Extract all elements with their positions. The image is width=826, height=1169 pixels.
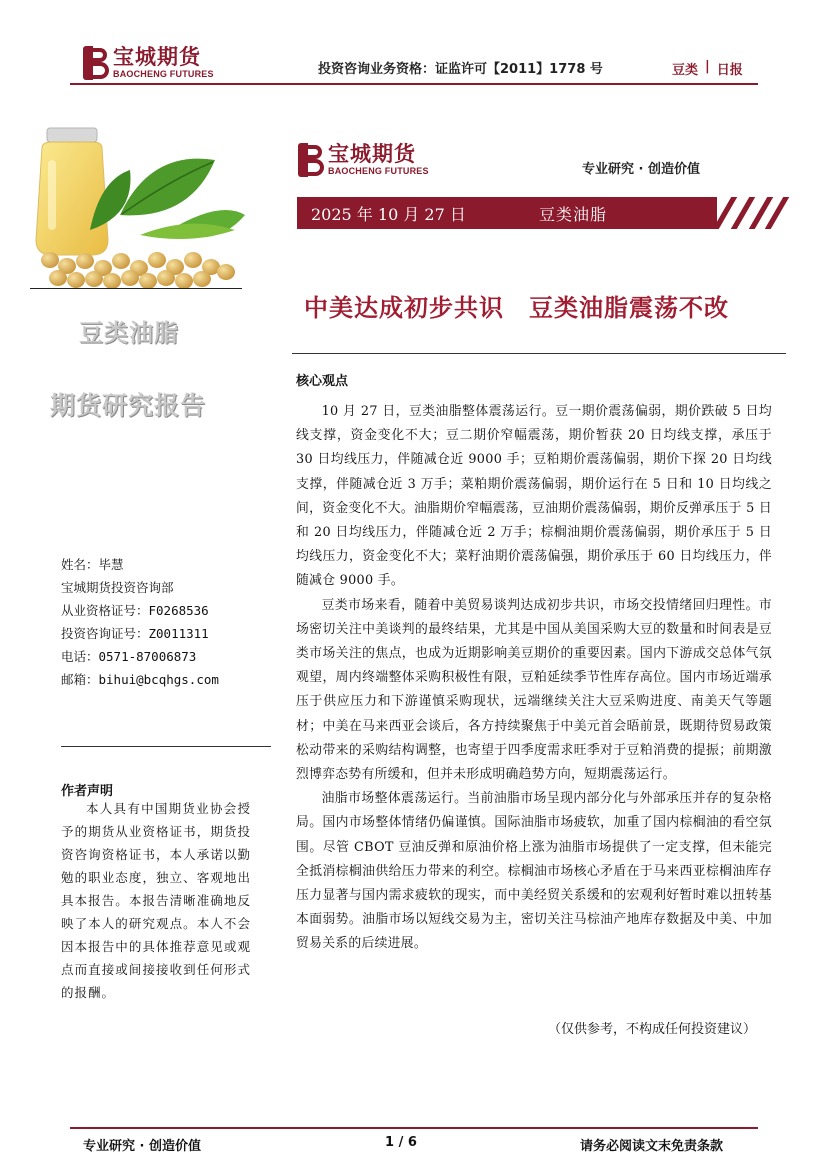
author-dept: 宝城期货投资咨询部 (61, 580, 174, 595)
author-name: 姓名：毕慧 (61, 557, 124, 572)
header-rule (70, 83, 758, 85)
author-cert-practice: 从业资格证号：F0268536 (61, 603, 209, 618)
paragraph-soybean-market: 豆类市场来看，随着中美贸易谈判达成初步共识，市场交投情绪回归理性。市场密切关注中美谈判的最终结果，尤其是中国从美国采购大豆的数量和时间表是豆类市场关注的焦点，也成为近期影响美豆期价的重要因素。国内下游成交总体气氛观望，周内终端整体采购积极性有限，豆粕延续季节性库存高位。国内市场近端承压于供应压力和下游谨慎采购现状，远端继续关注大豆采购进度、南美天气等题材；中美在马来西亚会谈后，各方持续聚焦于中美元首会晤前景，既期待贸易政策松动带来的采购结构调整，也寄望于四季度需求旺季对于豆粕消费的提振；前期激烈博弈态势有所缓和，但并未形成明确趋势方向，短期震荡运行。 (296, 597, 772, 783)
cover-image-rule (30, 288, 242, 289)
author-phone: 电话：0571-87006873 (61, 649, 197, 664)
section-label: 核心观点 (296, 374, 349, 389)
header-separator: | (705, 59, 710, 74)
cover-slogan: 专业研究 · 创造价值 (582, 162, 700, 177)
disclaimer: （仅供参考，不构成任何投资建议） (548, 1022, 757, 1037)
cover-logo (298, 143, 429, 177)
footer-slogan: 专业研究 · 创造价值 (83, 1139, 201, 1154)
declaration-rule (61, 746, 271, 747)
page-number: 1 / 6 (385, 1135, 417, 1150)
title-rule (292, 353, 786, 354)
header-logo (83, 46, 214, 80)
header-report-type: 日报 (716, 63, 743, 78)
header-brand-cn: 宝城期货 (113, 45, 201, 69)
author-info (61, 553, 271, 691)
header-category-group (672, 59, 743, 78)
cover-image (30, 120, 250, 290)
author-email: 邮箱：bihui@bcqhgs.com (61, 672, 219, 687)
sidebar-title-primary: 豆类油脂 (79, 319, 179, 347)
footer-notice: 请务必阅读文末免责条款 (580, 1139, 724, 1154)
core-views (296, 400, 772, 957)
date-bar-stripes (700, 197, 780, 229)
author-cert-advisory: 投资咨询证号：Z0011311 (61, 626, 209, 641)
date-bar (297, 197, 717, 229)
logo-mark-icon (83, 46, 109, 80)
paragraph-market-overview: 10 月 27 日，豆类油脂整体震荡运行。豆一期价震荡偏弱，期价跌破 5 日均线支撑，资金变化不大；豆二期价窄幅震荡，期价暂获 20 日均线支撑，承压于 30 日均线压力，伴随减仓近 9000 手；豆粕期价震荡偏弱，期价下探 20 日均线支撑，伴随减仓近 3 万手；菜粕期价震荡偏弱，期价运行在 5 日和 10 日均线之间，资金变化不大。油脂期价窄幅震荡，豆油期价震荡偏弱，期价反弹承压于 5 日和 20 日均线压力，伴随减仓近 2 万手；棕榈油期价震荡偏弱，期价承压于 5 日均线压力，资金变化不大；菜籽油期价震荡偏强，期价承压于 60 日均线压力，伴随减仓 9000 手。 (296, 404, 772, 589)
cover-brand-en: BAOCHENG FUTURES (328, 166, 429, 176)
page-title: 中美达成初步共识 豆类油脂震荡不改 (304, 294, 729, 322)
paragraph-oil-market: 油脂市场整体震荡运行。当前油脂市场呈现内部分化与外部承压并存的复杂格局。国内市场整体情绪仍偏谨慎。国际油脂市场疲软，加重了国内棕榈油的看空氛围。尽管 CBOT 豆油反弹和原油价格上涨为油脂市场提供了一定支撑，但未能完全抵消棕榈油供给压力带来的利空。棕榈油市场核心矛盾在于马来西亚棕榈油库存压力显著与国内需求疲软的现实，而中美经贸关系缓和的宏观利好暂时难以扭转基本面弱势。油脂市场以短线交易为主，密切关注马棕油产地库存数据及中美、中加贸易关系的后续进展。 (296, 791, 772, 952)
declaration-title: 作者声明 (61, 784, 114, 799)
soybean-oil-illustration (30, 120, 250, 290)
report-subject: 豆类油脂 (538, 204, 607, 224)
footer-rule (70, 1127, 758, 1129)
report-date: 2025 年 10 月 27 日 (311, 204, 466, 224)
header-brand-en: BAOCHENG FUTURES (113, 69, 214, 79)
header-qualification: 投资咨询业务资格：证监许可【2011】1778 号 (318, 62, 603, 77)
cover-brand-cn: 宝城期货 (328, 142, 416, 166)
declaration-body: 本人具有中国期货业协会授予的期货从业资格证书，期货投资咨询资格证书，本人承诺以勤勉的职业态度，独立、客观地出具本报告。本报告清晰准确地反映了本人的研究观点。本人不会因本报告中的具体推荐意见或观点而直接或间接接收到任何形式的报酬。 (61, 801, 251, 1000)
logo-mark-icon (298, 143, 324, 177)
header-category: 豆类 (672, 63, 699, 78)
sidebar-title-secondary: 期货研究报告 (50, 391, 207, 420)
